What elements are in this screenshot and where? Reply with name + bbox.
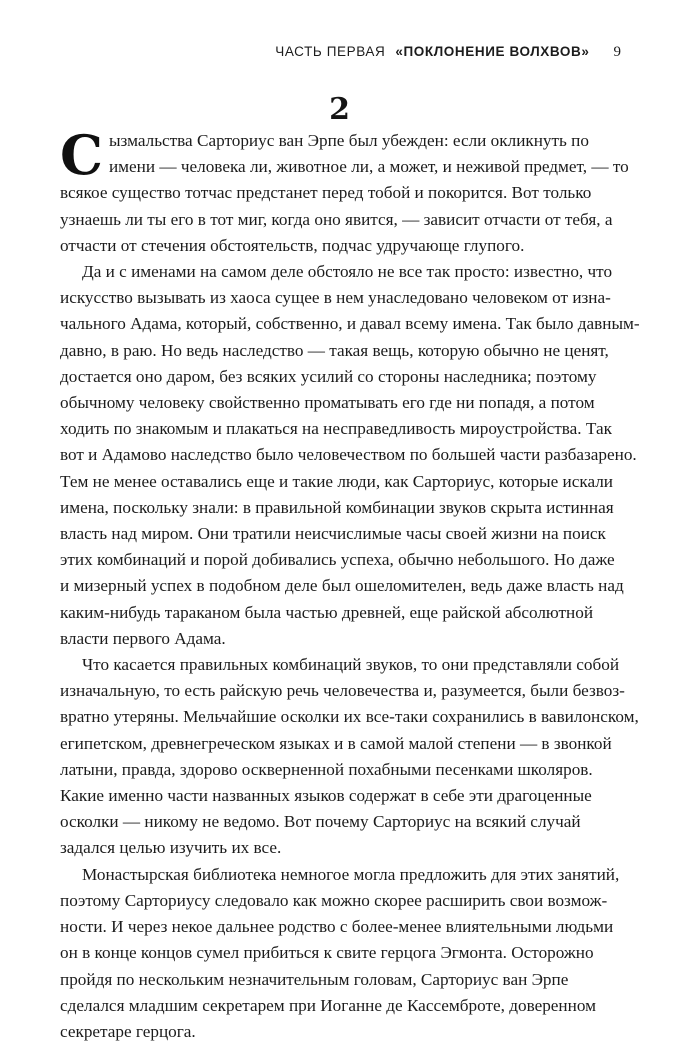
- text-line: узнаешь ли ты его в тот миг, когда оно явится, — зависит отчасти от тебя, а: [60, 209, 613, 229]
- text-line: всякое существо тотчас предстанет перед тобой и покорится. Вот только: [60, 183, 592, 203]
- text-line: давно, в раю. Но ведь наследство — такая вещь, которую обычно не ценят,: [60, 340, 609, 360]
- page-number: 9: [613, 44, 621, 60]
- text-line: обычному человеку свойственно проматывать его где ни попадя, а потом: [60, 393, 595, 413]
- paragraph-3: [60, 652, 639, 862]
- text-line: Какие именно части названных языков содержат в себе эти драгоценные: [60, 786, 592, 806]
- text-line: Да и с именами на самом деле обстояло не все так просто: известно, что: [82, 262, 613, 282]
- part-title: ЧАСТЬ ПЕРВАЯ: [275, 44, 386, 59]
- text-line: власть над миром. Они тратили неисчислимые часы своей жизни на поиск: [60, 524, 606, 544]
- text-line: Монастырская библиотека немногое могла предложить для этих занятий,: [82, 864, 620, 884]
- text-line: и мизерный успех в подобном деле был ошеломителен, ведь даже власть над: [60, 576, 624, 596]
- text-line: латыни, правда, здорово оскверненной похабными песенками школяров.: [60, 759, 593, 779]
- text-line: секретаре герцога.: [60, 1021, 196, 1041]
- text-line: имени — человека ли, животное ли, а может, и неживой предмет, — то: [108, 157, 629, 177]
- text-line: отчасти от стечения обстоятельств, подчас удручающе глупого.: [60, 235, 525, 255]
- text-line: пройдя по нескольким незначительным головам, Сарториус ван Эрпе: [60, 969, 569, 989]
- text-line: ызмальства Сарториус ван Эрпе был убежден: если окликнуть по: [108, 131, 589, 150]
- text-line: ходить по знакомым и плакаться на несправедливость мироустройства. Так: [60, 419, 612, 439]
- text-line: достается оно даром, без всяких усилий со стороны наследника; поэтому: [60, 366, 597, 386]
- paragraph-2: [60, 259, 640, 652]
- text-line: поэтому Сарториусу следовало как можно скорее расширить свои возмож-: [60, 890, 608, 910]
- text-line: чального Адама, который, собственно, и давал всему имена. Так было давным-: [60, 314, 640, 334]
- paragraph-4: [60, 862, 622, 1045]
- text-line: власти первого Адама.: [60, 628, 226, 648]
- text-line: он в конце концов сумел прибиться к свите герцога Эгмонта. Осторожно: [60, 943, 594, 963]
- body-text: [60, 123, 640, 1045]
- text-line: искусство вызывать из хаоса сущее в нем унаследовано человеком от изна-: [60, 288, 611, 308]
- section-number: 2: [329, 92, 350, 127]
- paragraph-1: [60, 123, 629, 259]
- text-line: Что касается правильных комбинаций звуков, то они представляли собой: [82, 655, 620, 675]
- text-line: сделался младшим секретарем при Иоганне де Кассемброте, доверенном: [60, 995, 596, 1015]
- chapter-title: «ПОКЛОНЕНИЕ ВОЛХВОВ»: [395, 44, 590, 59]
- drop-cap-letter: С: [60, 123, 103, 187]
- text-line: египетском, древнегреческом языках и в самой малой степени — в звонкой: [60, 733, 612, 753]
- text-line: задался целью изучить их все.: [60, 838, 282, 858]
- text-line: имена, поскольку знали: в правильной комбинации звуков скрыта истинная: [60, 497, 614, 517]
- text-line: Тем не менее оставались еще и такие люди, как Сарториус, которые искали: [60, 471, 613, 491]
- text-line: вратно утеряны. Мельчайшие осколки их все-таки сохранились в вавилонском,: [60, 707, 639, 727]
- text-line: этих комбинаций и порой добивались успеха, обычно небольшого. Но даже: [60, 550, 615, 570]
- running-header: [60, 44, 621, 68]
- text-line: осколки — никому не ведомо. Вот почему Сарториус на всякий случай: [60, 812, 581, 832]
- text-line: каким-нибудь тараканом была частью древней, еще райской абсолютной: [60, 602, 594, 622]
- text-line: вот и Адамово наследство было человечеством по большей части разбазарено.: [60, 445, 637, 465]
- text-line: изначальную, то есть райскую речь человечества и, разумеется, были безвоз-: [60, 681, 625, 701]
- text-line: ности. И через некое дальнее родство с более-менее влиятельными людьми: [60, 917, 614, 937]
